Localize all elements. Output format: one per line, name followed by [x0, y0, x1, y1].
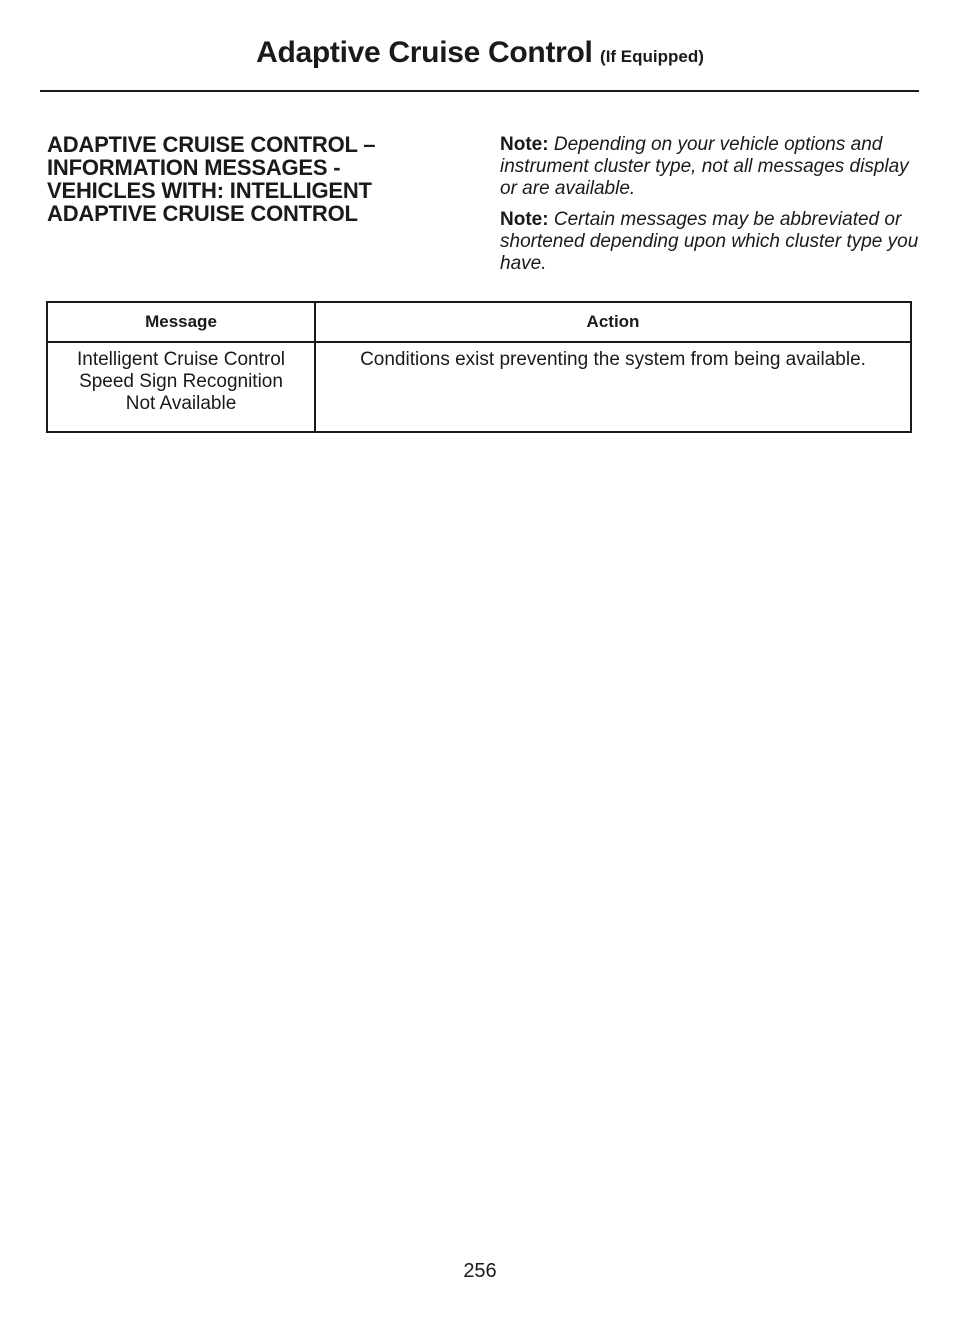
message-line: Speed Sign Recognition: [79, 371, 283, 392]
message-line: Not Available: [125, 393, 237, 414]
note-label: Note:: [500, 134, 549, 155]
note-2: [500, 209, 920, 275]
page-header: [0, 38, 960, 68]
table-header-row: [47, 302, 911, 342]
section-heading: ADAPTIVE CRUISE CONTROL – INFORMATION MESSAGES - VEHICLES WITH: INTELLIGENT ADAPTIVE CRUISE CONTROL: [47, 132, 376, 226]
note-text: Depending on your vehicle options and instrument cluster type, not all messages display or are available.: [500, 134, 909, 199]
page-number: 256: [463, 1260, 497, 1282]
column-header-action: Action: [315, 302, 911, 342]
note-text: Certain messages may be abbreviated or shortened depending upon which cluster type you have.: [500, 209, 919, 274]
action-cell: Conditions exist preventing the system from being available.: [315, 342, 911, 432]
message-cell: [47, 342, 315, 432]
header-divider: [40, 90, 919, 92]
column-header-message: Message: [47, 302, 315, 342]
message-line: Intelligent Cruise Control: [76, 349, 286, 370]
page-title: Adaptive Cruise Control: [256, 36, 593, 69]
table-row: [47, 342, 911, 432]
note-1: [500, 134, 920, 200]
notes-column: [500, 134, 920, 284]
messages-table: [46, 301, 912, 433]
page-title-suffix: (If Equipped): [600, 47, 704, 66]
note-label: Note:: [500, 209, 549, 230]
